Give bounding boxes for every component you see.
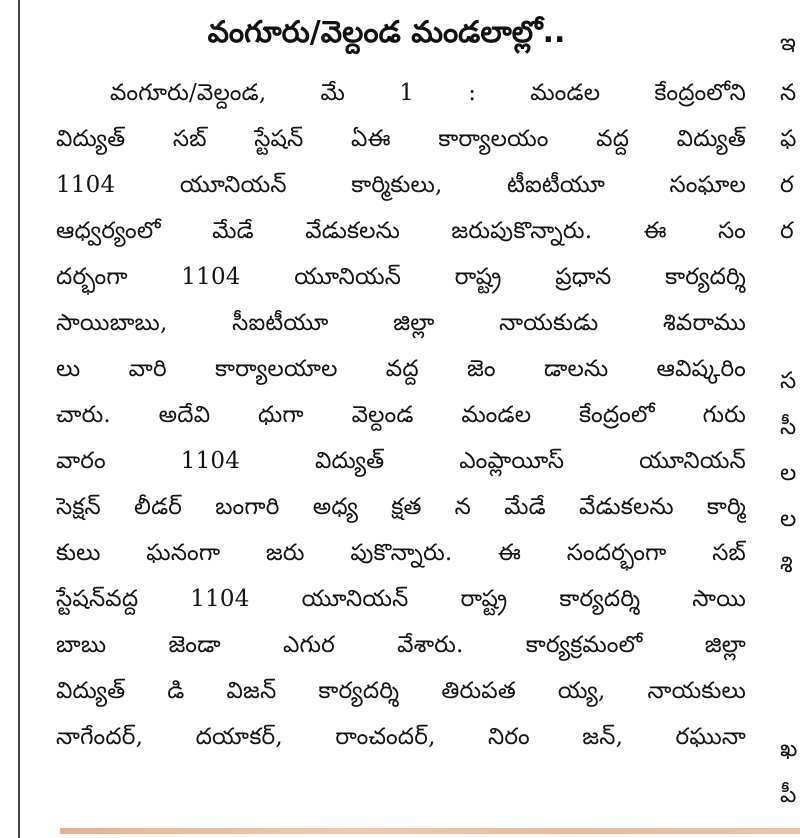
- right-column-fragment: శి: [780, 552, 793, 578]
- article-line: బాబు జెండా ఎగుర వేశారు. కార్యక్రమంలో జిల్లా: [56, 632, 746, 658]
- right-column-fragment: న: [780, 80, 797, 106]
- bottom-color-rule: [60, 828, 800, 834]
- right-column-edge: [772, 0, 800, 838]
- article-headline: వంగూరు/వెల్దండ మండలాల్లో..: [207, 15, 566, 50]
- article-line: విద్యుత్ డి విజన్ కార్యదర్శి తిరుపత య్య, నాయకులు: [56, 678, 746, 704]
- right-column-fragment: పీ: [780, 782, 797, 808]
- right-column-fragment: ర: [780, 218, 794, 244]
- article-line: ఆధ్వర్యంలో మేడే వేడుకలను జరుపుకొన్నారు. ఈ సం: [56, 218, 746, 244]
- right-column-fragment: ర: [780, 172, 794, 198]
- article-line: సెక్షన్ లీడర్ బంగారి అధ్య క్షత న మేడే వేడుకలను కార్మి: [56, 494, 746, 520]
- article-line: సాయిబాబు, సీఐటీయూ జిల్లా నాయకుడు శివరాము: [56, 310, 746, 336]
- article-line: కులు ఘనంగా జరు పుకొన్నారు. ఈ సందర్భంగా సబ్: [56, 540, 746, 566]
- right-column-fragment: ల: [780, 506, 797, 532]
- article-line: స్టేషన్‌వద్ద 1104 యూనియన్ రాష్ట్ర కార్యదర్శి సాయి: [56, 586, 746, 612]
- article-line: లు వారి కార్యాలయాల వద్ద జెం డాలను ఆవిష్కరిం: [56, 356, 746, 382]
- article-line: 1104 యూనియన్ కార్మికులు, టీఐటీయూ సంఘాల: [56, 172, 746, 198]
- article-line: నాగేందర్, దయాకర్, రాంచందర్, నిరం జన్, రఘునా: [56, 724, 746, 750]
- article-line: వారం 1104 విద్యుత్ ఎంప్లాయీస్ యూనియన్: [56, 448, 746, 474]
- article-line: విద్యుత్ సబ్ స్టేషన్ ఏఈ కార్యాలయం వద్ద విద్యుత్: [56, 126, 746, 152]
- article-body: [56, 70, 746, 760]
- right-column-fragment: స: [780, 368, 797, 394]
- right-column-fragment: ఫ: [780, 126, 797, 152]
- right-column-fragment: ఇ: [780, 30, 796, 56]
- right-column-fragment: ఖ: [780, 736, 798, 762]
- right-column-fragment: ల: [780, 460, 797, 486]
- article-line: వంగూరు/వెల్దండ, మే 1 : మండల కేంద్రంలోని: [110, 80, 746, 106]
- left-column-edge: [0, 0, 20, 838]
- article-line: చారు. అదేవి ధుగా వెల్దండ మండల కేంద్రంలో గురు: [56, 402, 746, 428]
- right-column-fragment: సీ: [780, 414, 797, 440]
- article-line: దర్భంగా 1104 యూనియన్ రాష్ట్ర ప్రధాన కార్యదర్శి: [56, 264, 746, 290]
